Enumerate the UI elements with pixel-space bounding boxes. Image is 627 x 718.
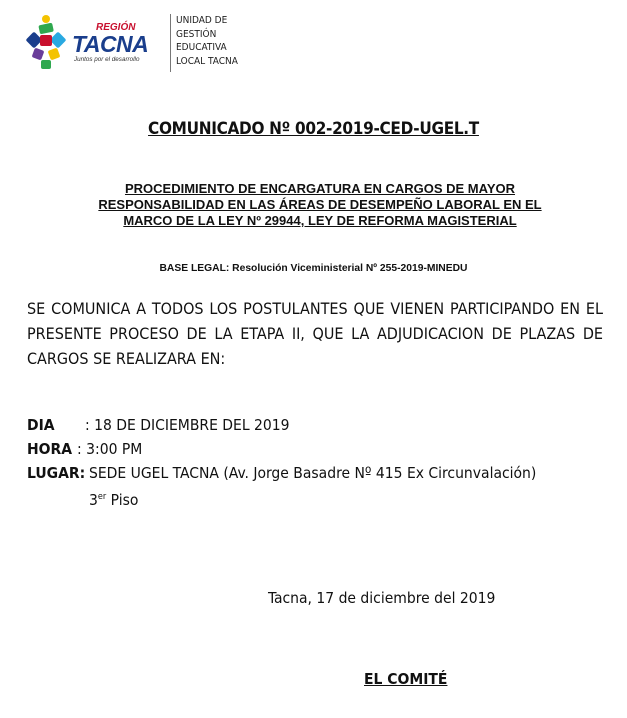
place-label: LUGAR: [27,464,86,482]
day-value: : 18 DE DICIEMBRE DEL 2019 [85,416,290,434]
floor-number: 3 [89,491,98,509]
event-details [27,413,536,509]
region-logo-icon [22,14,70,70]
ugel-unit-name [176,14,256,68]
place-value: SEDE UGEL TACNA (Av. Jorge Basadre Nº 415 Ex Circunvalación) [89,464,537,482]
time-label: HORA [27,440,73,458]
document-subtitle [55,181,585,229]
day-row [27,413,536,437]
legal-basis: BASE LEGAL: Resolución Viceministerial Nº 255-2019-MINEDU [159,263,468,274]
logo-wordmark [72,22,164,64]
logo-tagline: Juntos por el desarrollo [74,56,140,63]
unit-line: LOCAL TACNA [176,55,238,67]
signature-committee: EL COMITÉ [364,670,448,688]
subtitle-line: RESPONSABILIDAD EN LAS ÁREAS DE DESEMPEÑO LABORAL EN EL [98,197,542,212]
day-label: DIA [27,416,55,434]
place-row [27,461,536,485]
body-line: CARGOS SE REALIZARA EN: [27,349,226,368]
unit-line: GESTIÓN [176,28,217,40]
unit-line: EDUCATIVA [176,42,227,53]
document-title: COMUNICADO Nº 002-2019-CED-UGEL.T [148,119,479,139]
floor-word: Piso [110,491,139,509]
body-line: PRESENTE PROCESO DE LA ETAPA II, QUE LA ADJUDICACION DE PLAZAS DE [27,324,603,343]
subtitle-line: PROCEDIMIENTO DE ENCARGATURA EN CARGOS DE MAYOR [124,181,516,196]
logo-divider [170,14,171,72]
body-line: SE COMUNICA A TODOS LOS POSTULANTES QUE VIENEN PARTICIPANDO EN EL [27,299,603,318]
logo-region-label: REGIÓN [96,22,136,33]
announcement-body [27,296,603,371]
floor-suffix: er [97,492,107,502]
logo-name: TACNA [72,31,149,57]
unit-line: UNIDAD DE [176,15,228,26]
time-row [27,437,536,461]
time-value: : 3:00 PM [77,440,143,458]
place-and-date: Tacna, 17 de diciembre del 2019 [268,589,496,607]
floor-line [27,485,536,509]
subtitle-line: MARCO DE LA LEY Nº 29944, LEY DE REFORMA MAGISTERIAL [123,213,517,228]
region-tacna-logo [22,8,238,78]
